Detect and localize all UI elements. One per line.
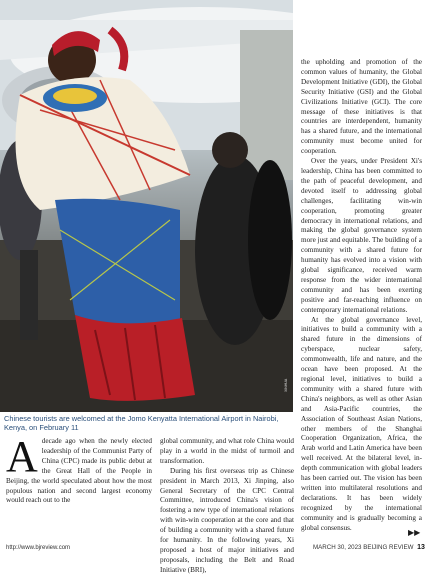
drop-cap: A	[6, 432, 38, 481]
article-paragraph: During his first overseas trip as Chinese president in March 2013, Xi Jinping, also General Secretary of the CPC Central Committee, introduced China's vision of fostering a new type of international relations with win-win cooperation at the core and that of building a community with a shared future for humanity. In the following years, Xi proposed a host of major initiatives and proposals, including the Belt and Road Initiative (BRI),	[160, 466, 294, 574]
photo-illustration	[0, 0, 293, 412]
article-paragraph: global community, and what role China would play in a world in the midst of turmoil and transformation.	[160, 437, 294, 465]
footer-url[interactable]	[6, 545, 70, 551]
article-paragraph: decade ago when the newly elected leadership of the Communist Party of China (CPC) made its public debut at the Great Hall of the People in Beijing, the world speculated about how the most populous nation and second largest economy would reach out to the	[6, 437, 152, 505]
article-column-2	[160, 437, 294, 576]
footer-issue	[313, 544, 425, 551]
continue-arrow-icon: ▶▶	[408, 528, 421, 537]
article-column-1	[6, 432, 152, 506]
photo-credit: XINHUA	[284, 378, 288, 392]
article-photo	[0, 0, 293, 412]
photo-caption: Chinese tourists are welcomed at the Jomo Kenyatta International Airport in Nairobi, Kenya, on February 11	[4, 414, 279, 432]
article-column-3	[301, 58, 422, 534]
article-paragraph: the upholding and promotion of the common values of humanity, the Global Development Initiative (GDI), the Global Security Initiative (GSI) and the Global Civilizations Initiative (GCI). The core message of these initiatives is that countries are interdependent, humanity has a shared future, and the international community must become united for cooperation.	[301, 58, 422, 156]
article-paragraph: At the global governance level, initiatives to build a community with a shared future in the dimensions of cyberspace, nuclear safety, commonwealth, life and nature, and the ocean have been proposed. At the regional level, initiatives to build a community with a shared future with China's neighbors, as well as other Asian and Asia-Pacific countries, the Association of Southeast Asian Nations, other members of the Shanghai Cooperation Organization, Africa, the Arab world and Latin America have been well received. At the bilateral level, in-depth communication with global leaders has been carried out. The vision has been written into multilateral resolutions and declarations. It has been widely recognized by the international community and is gradually becoming a global consensus.	[301, 315, 422, 532]
article-paragraph: Over the years, under President Xi's leadership, China has been committed to the path of peaceful development, and devoted itself to addressing global challenges, facilitating win-win cooperation, promoting greater democracy in international relations, and making the global governance system more just and equitable. The building of a community with a shared future for humanity has evolved into a vision with global significance, received warm response from the wider international community and has been exerting positive and far-reaching influence on contemporary international relations.	[301, 157, 422, 314]
page-number: 13	[417, 544, 425, 551]
issue-label: MARCH 30, 2023 BEIJING REVIEW	[313, 544, 414, 551]
website-link[interactable]: http://www.bjreview.com	[6, 545, 71, 551]
